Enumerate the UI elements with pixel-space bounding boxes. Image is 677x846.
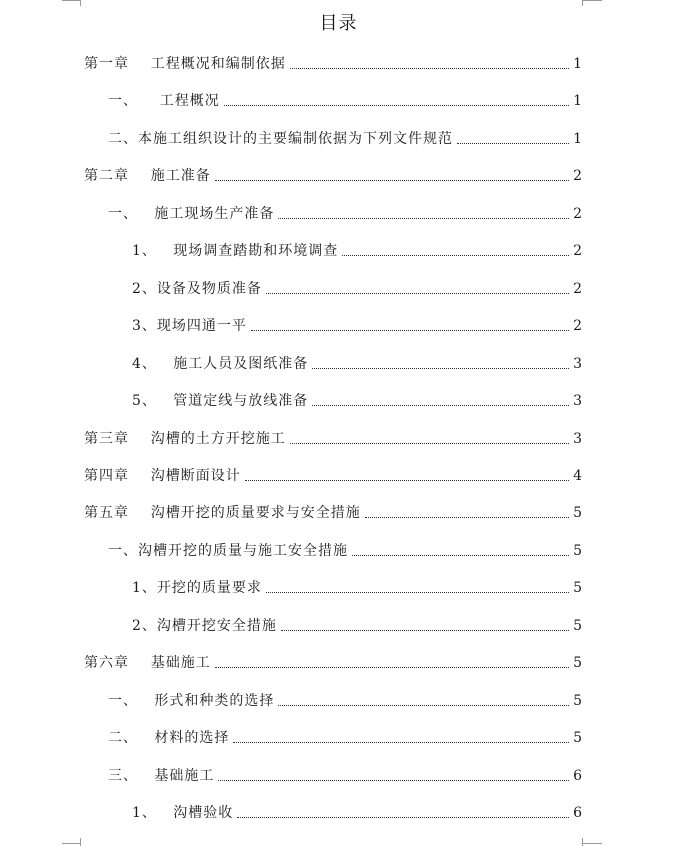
- crop-mark-top-right: [582, 0, 583, 6]
- toc-entry[interactable]: [132, 313, 582, 335]
- toc-page-number: 5: [573, 542, 582, 559]
- toc-entry[interactable]: [108, 538, 582, 560]
- toc-page-number: 5: [573, 505, 582, 522]
- toc-entry[interactable]: [132, 613, 582, 635]
- toc-entry[interactable]: [108, 725, 582, 747]
- toc-page-number: 5: [573, 617, 582, 634]
- toc-entry-label: 1、 现场调查踏勘和环境调查: [132, 243, 339, 260]
- toc-dot-leader: [281, 629, 569, 631]
- toc-dot-leader: [215, 179, 569, 181]
- toc-page-number: 2: [573, 243, 582, 260]
- toc-page-number: 6: [573, 767, 582, 784]
- toc-title: 目录: [319, 13, 358, 34]
- toc-entry-label: 第五章 沟槽开挖的质量要求与安全措施: [84, 505, 361, 522]
- toc-entry-label: 一、 形式和种类的选择: [108, 692, 275, 709]
- crop-mark-bottom-left: [80, 838, 81, 846]
- crop-mark-top-left: [80, 0, 81, 6]
- toc-entry-label: 三、 基础施工: [108, 767, 215, 784]
- toc-entry[interactable]: [132, 388, 582, 410]
- toc-entry-label: 3、现场四通一平: [132, 318, 247, 335]
- toc-dot-leader: [266, 292, 569, 294]
- toc-entry-label: 4、 施工人员及图纸准备: [132, 355, 309, 372]
- toc-dot-leader: [365, 516, 569, 518]
- toc-entry[interactable]: [84, 163, 582, 185]
- toc-page-number: 1: [573, 93, 582, 110]
- toc-dot-leader: [342, 254, 569, 256]
- crop-mark-top-left: [62, 0, 80, 1]
- toc-entry[interactable]: [132, 238, 582, 260]
- toc-page-number: 4: [573, 467, 582, 484]
- toc-dot-leader: [312, 404, 569, 406]
- crop-mark-bottom-right: [582, 838, 583, 846]
- toc-dot-leader: [278, 217, 569, 219]
- toc-entry[interactable]: [132, 575, 582, 597]
- toc-entry-label: 二、本施工组织设计的主要编制依据为下列文件规范: [108, 130, 453, 147]
- toc-dot-leader: [290, 67, 569, 69]
- toc-dot-leader: [245, 479, 569, 481]
- toc-dot-leader: [215, 666, 569, 668]
- toc-entry-label: 第四章 沟槽断面设计: [84, 467, 241, 484]
- toc-entry[interactable]: [108, 763, 582, 785]
- toc-entry-label: 一、 工程概况: [108, 93, 220, 110]
- toc-dot-leader: [457, 142, 569, 144]
- toc-dot-leader: [233, 741, 569, 743]
- toc-entry-label: 第三章 沟槽的土方开挖施工: [84, 430, 286, 447]
- toc-page-number: 2: [573, 318, 582, 335]
- toc-entry[interactable]: [108, 88, 582, 110]
- toc-dot-leader: [237, 816, 569, 818]
- toc-dot-leader: [218, 779, 569, 781]
- toc-entry-label: 2、设备及物质准备: [132, 280, 262, 297]
- toc-page-number: 1: [573, 56, 582, 72]
- toc-entry-label: 1、 沟槽验收: [132, 805, 234, 821]
- toc-entry[interactable]: [84, 650, 582, 672]
- toc-entry[interactable]: [132, 351, 582, 373]
- toc-entry-label: 2、沟槽开挖安全措施: [132, 617, 277, 634]
- toc-dot-leader: [290, 442, 569, 444]
- crop-mark-bottom-left: [62, 843, 80, 844]
- toc-page-number: 3: [573, 393, 582, 410]
- toc-entry-label: 第二章 施工准备: [84, 168, 211, 185]
- toc-entry[interactable]: [108, 126, 582, 148]
- toc-entry-label: 1、开挖的质量要求: [132, 580, 262, 597]
- toc-dot-leader: [224, 104, 569, 106]
- toc-entry-label: 二、 材料的选择: [108, 730, 230, 747]
- toc-dot-leader: [278, 704, 569, 706]
- toc-entry[interactable]: [84, 463, 582, 485]
- toc-entry-label: 第六章 基础施工: [84, 655, 211, 672]
- toc-page-number: 2: [573, 168, 582, 185]
- toc-entry-label: 一、沟槽开挖的质量与施工安全措施: [108, 542, 348, 559]
- toc-entry[interactable]: [84, 51, 582, 73]
- toc-page-number: 5: [573, 580, 582, 597]
- toc-entry-label: 第一章 工程概况和编制依据: [84, 56, 286, 72]
- toc-page-number: 2: [573, 280, 582, 297]
- toc-entry[interactable]: [84, 500, 582, 522]
- toc-dot-leader: [312, 367, 569, 369]
- toc-page-number: 5: [573, 692, 582, 709]
- toc-entry-label: 一、 施工现场生产准备: [108, 205, 275, 222]
- toc-page-number: 3: [573, 355, 582, 372]
- toc-entry[interactable]: [108, 201, 582, 223]
- toc-entry[interactable]: [132, 800, 582, 822]
- toc-page-number: 2: [573, 205, 582, 222]
- toc-entry[interactable]: [132, 276, 582, 298]
- toc-page-number: 6: [573, 805, 582, 821]
- toc-entry[interactable]: [108, 688, 582, 710]
- toc-page-number: 1: [573, 130, 582, 147]
- toc-dot-leader: [352, 554, 569, 556]
- toc-page-number: 5: [573, 655, 582, 672]
- toc-page-number: 5: [573, 730, 582, 747]
- toc-entry-label: 5、 管道定线与放线准备: [132, 393, 309, 410]
- crop-mark-bottom-right: [582, 843, 602, 844]
- crop-mark-top-right: [582, 0, 602, 1]
- toc-dot-leader: [266, 591, 569, 593]
- toc-entry[interactable]: [84, 426, 582, 448]
- toc-dot-leader: [251, 329, 569, 331]
- toc-page-number: 3: [573, 430, 582, 447]
